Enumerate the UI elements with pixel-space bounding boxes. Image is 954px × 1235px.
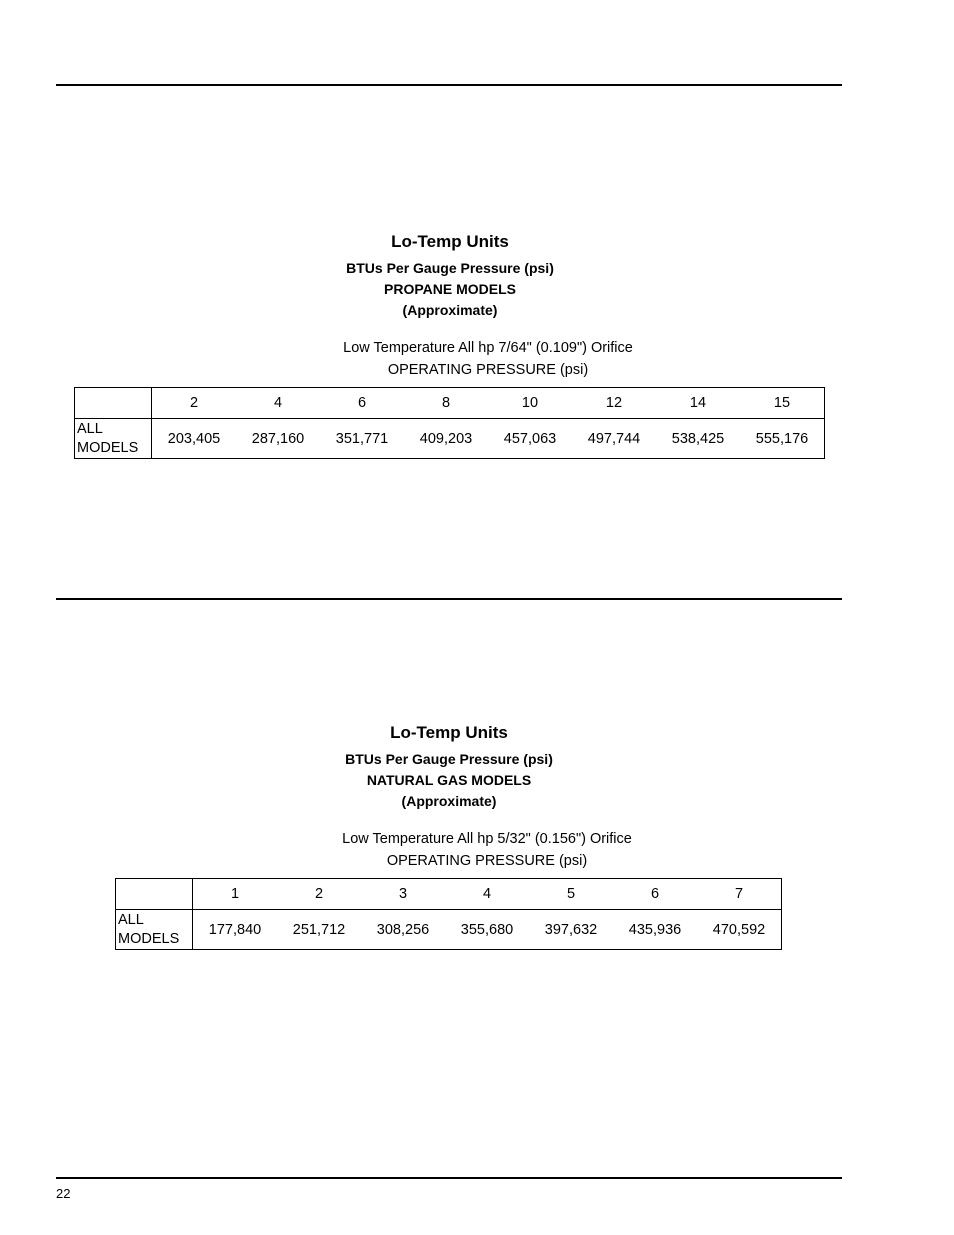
propane-heading: [250, 232, 650, 321]
row-label-line2: MODELS: [118, 930, 180, 947]
propane-subtitle-btus: BTUs Per Gauge Pressure (psi): [346, 260, 554, 276]
page-number: 22: [56, 1186, 71, 1201]
top-divider: [56, 84, 842, 86]
propane-pressure-header: 12: [572, 388, 656, 419]
natural-gas-btu-value: 355,680: [460, 921, 514, 938]
propane-btu-value: 287,160: [251, 430, 305, 447]
natural-gas-btu-value: 251,712: [292, 921, 346, 938]
propane-btu-value: 457,063: [503, 430, 557, 447]
natural-gas-caption: [287, 828, 687, 872]
row-label-line1: ALL: [118, 911, 144, 928]
natural-gas-heading: [249, 723, 649, 812]
propane-btu-value: 203,405: [167, 430, 221, 447]
row-label-line1: ALL: [77, 420, 103, 437]
propane-header-row: [75, 388, 825, 419]
natural-gas-pressure-header: 7: [697, 879, 782, 910]
natural-gas-header-row: [116, 879, 782, 910]
natural-gas-subtitle-btus: BTUs Per Gauge Pressure (psi): [345, 751, 553, 767]
propane-btu-value: 409,203: [419, 430, 473, 447]
natural-gas-btu-table: [115, 878, 782, 950]
propane-btu-value: 351,771: [335, 430, 389, 447]
natural-gas-row-label: [116, 910, 193, 950]
middle-divider: [56, 598, 842, 600]
natural-gas-pressure-header: 6: [613, 879, 697, 910]
natural-gas-corner-cell: [116, 879, 193, 910]
propane-pressure-header: 10: [488, 388, 572, 419]
natural-gas-pressure-header: 4: [445, 879, 529, 910]
natural-gas-title: Lo-Temp Units: [390, 723, 508, 742]
natural-gas-pressure-header: 1: [193, 879, 278, 910]
propane-pressure-header: 8: [404, 388, 488, 419]
propane-subtitle-approximate: (Approximate): [402, 302, 498, 318]
natural-gas-btu-value: 177,840: [208, 921, 262, 938]
natural-gas-btu-value: 397,632: [544, 921, 598, 938]
natural-gas-pressure-header: 2: [277, 879, 361, 910]
propane-row-label: [75, 419, 152, 459]
propane-pressure-header: 14: [656, 388, 740, 419]
propane-title: Lo-Temp Units: [391, 232, 509, 251]
natural-gas-subtitle-models: NATURAL GAS MODELS: [366, 772, 532, 788]
propane-value-row: [75, 419, 825, 459]
propane-btu-value: 538,425: [671, 430, 725, 447]
propane-orifice-caption: Low Temperature All hp 7/64" (0.109") Orifice: [343, 340, 633, 356]
propane-btu-table: [74, 387, 825, 459]
natural-gas-btu-value: 470,592: [712, 921, 766, 938]
natural-gas-pressure-header: 3: [361, 879, 445, 910]
propane-btu-value: 497,744: [587, 430, 641, 447]
propane-pressure-header: 15: [740, 388, 825, 419]
propane-pressure-header: 6: [320, 388, 404, 419]
propane-pressure-header: 2: [152, 388, 237, 419]
natural-gas-pressure-caption: OPERATING PRESSURE (psi): [386, 853, 588, 869]
natural-gas-orifice-caption: Low Temperature All hp 5/32" (0.156") Orifice: [342, 831, 632, 847]
propane-corner-cell: [75, 388, 152, 419]
natural-gas-btu-value: 435,936: [628, 921, 682, 938]
row-label-line2: MODELS: [77, 439, 139, 456]
propane-pressure-header: 4: [236, 388, 320, 419]
natural-gas-subtitle-approximate: (Approximate): [401, 793, 497, 809]
natural-gas-value-row: [116, 910, 782, 950]
natural-gas-pressure-header: 5: [529, 879, 613, 910]
propane-pressure-caption: OPERATING PRESSURE (psi): [387, 362, 589, 378]
footer-divider: [56, 1177, 842, 1179]
natural-gas-btu-value: 308,256: [376, 921, 430, 938]
propane-btu-value: 555,176: [755, 430, 809, 447]
propane-caption: [288, 337, 688, 381]
propane-subtitle-models: PROPANE MODELS: [384, 281, 516, 297]
